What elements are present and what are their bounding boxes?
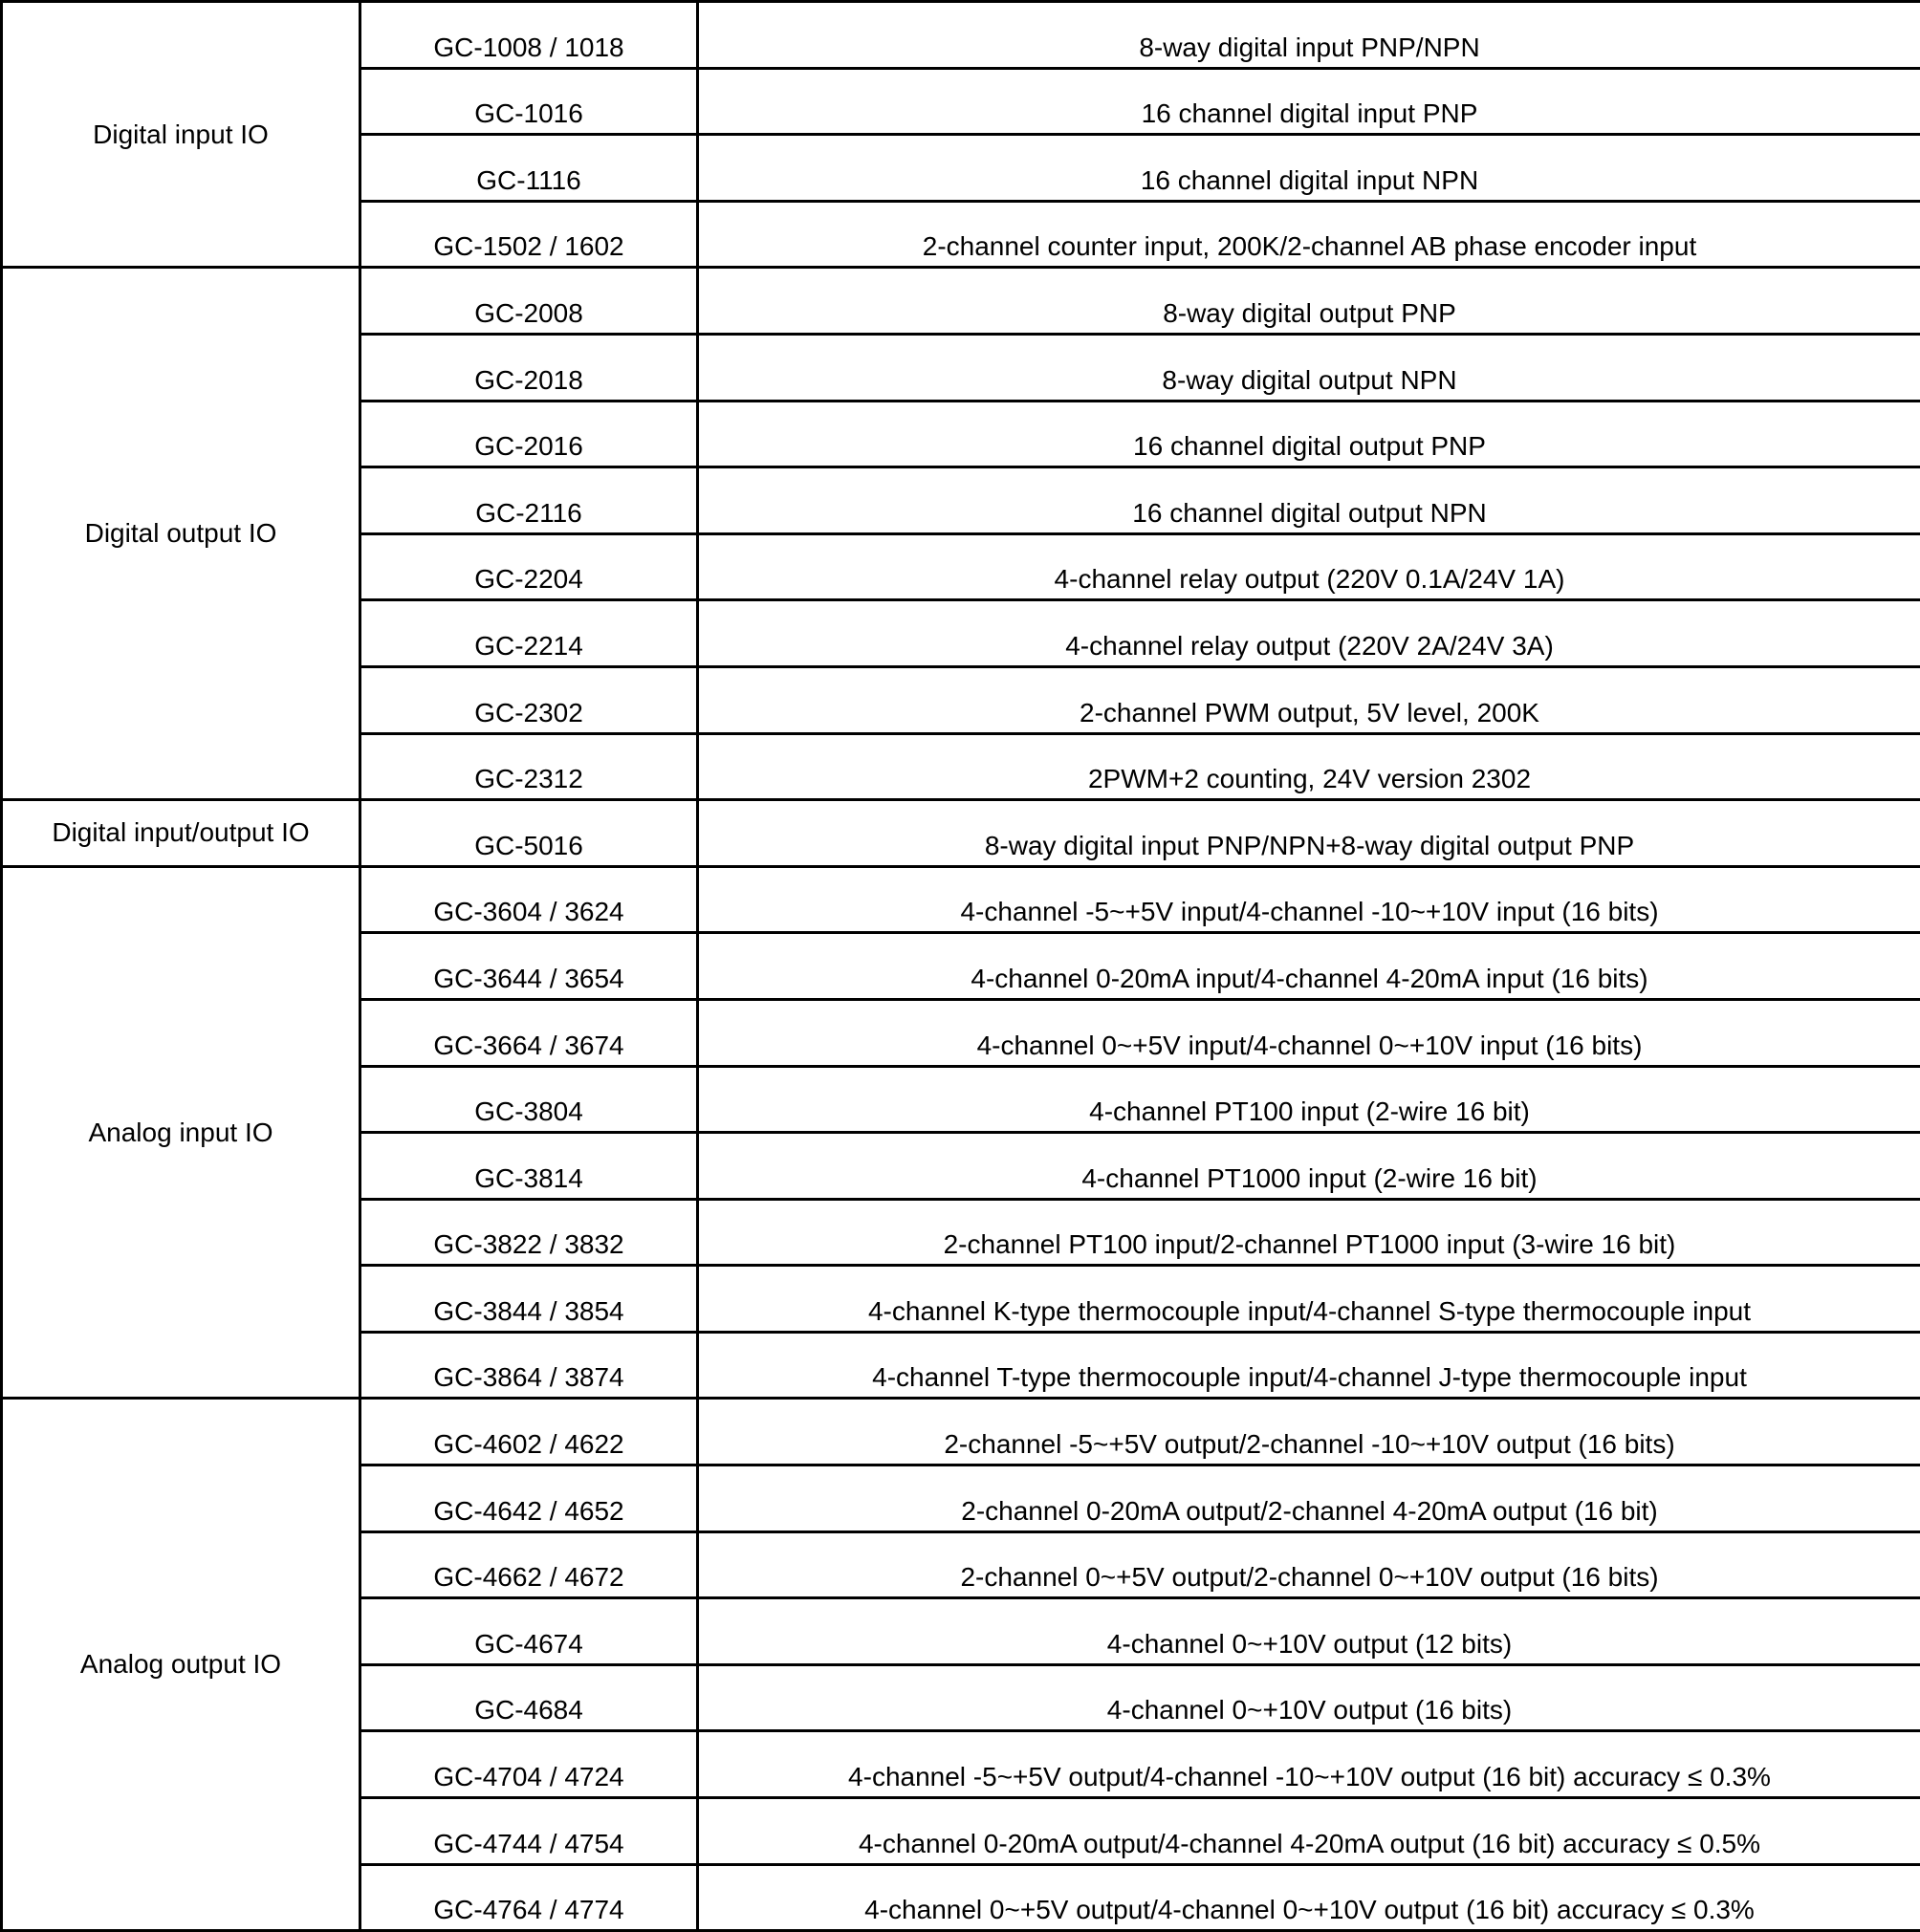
model-cell: GC-3864 / 3874 <box>360 1332 698 1399</box>
category-cell: Digital input/output IO <box>2 800 360 867</box>
model-cell: GC-3804 <box>360 1066 698 1133</box>
description-cell: 16 channel digital input NPN <box>698 135 1920 202</box>
model-cell: GC-2018 <box>360 334 698 401</box>
category-cell: Digital output IO <box>2 268 360 800</box>
model-cell: GC-1116 <box>360 135 698 202</box>
io-module-table-body <box>2 2 1920 1931</box>
model-cell: GC-3644 / 3654 <box>360 933 698 1000</box>
model-cell: GC-2016 <box>360 401 698 467</box>
description-cell: 4-channel -5~+5V input/4-channel -10~+10V input (16 bits) <box>698 866 1920 933</box>
description-cell: 8-way digital output NPN <box>698 334 1920 401</box>
description-cell: 2-channel PT100 input/2-channel PT1000 input (3-wire 16 bit) <box>698 1199 1920 1266</box>
description-cell: 4-channel 0-20mA input/4-channel 4-20mA input (16 bits) <box>698 933 1920 1000</box>
model-cell: GC-2302 <box>360 666 698 733</box>
model-cell: GC-4684 <box>360 1664 698 1731</box>
description-cell: 4-channel 0-20mA output/4-channel 4-20mA output (16 bit) accuracy ≤ 0.5% <box>698 1798 1920 1865</box>
description-cell: 4-channel 0~+5V input/4-channel 0~+10V input (16 bits) <box>698 999 1920 1066</box>
description-cell: 4-channel relay output (220V 0.1A/24V 1A) <box>698 533 1920 600</box>
table-row <box>2 800 1920 867</box>
description-cell: 2-channel PWM output, 5V level, 200K <box>698 666 1920 733</box>
model-cell: GC-2116 <box>360 467 698 534</box>
description-cell: 8-way digital input PNP/NPN+8-way digital output PNP <box>698 800 1920 867</box>
model-cell: GC-3814 <box>360 1133 698 1200</box>
model-cell: GC-2204 <box>360 533 698 600</box>
model-cell: GC-3664 / 3674 <box>360 999 698 1066</box>
description-cell: 4-channel PT100 input (2-wire 16 bit) <box>698 1066 1920 1133</box>
model-cell: GC-4642 / 4652 <box>360 1465 698 1532</box>
description-cell: 2PWM+2 counting, 24V version 2302 <box>698 733 1920 800</box>
model-cell: GC-4602 / 4622 <box>360 1399 698 1465</box>
model-cell: GC-1008 / 1018 <box>360 2 698 69</box>
description-cell: 2-channel 0-20mA output/2-channel 4-20mA output (16 bit) <box>698 1465 1920 1532</box>
model-cell: GC-4764 / 4774 <box>360 1864 698 1931</box>
model-cell: GC-3604 / 3624 <box>360 866 698 933</box>
description-cell: 16 channel digital input PNP <box>698 68 1920 135</box>
table-row <box>2 268 1920 335</box>
model-cell: GC-5016 <box>360 800 698 867</box>
table-row <box>2 1399 1920 1465</box>
description-cell: 8-way digital input PNP/NPN <box>698 2 1920 69</box>
category-cell: Digital input IO <box>2 2 360 268</box>
model-cell: GC-3844 / 3854 <box>360 1266 698 1333</box>
model-cell: GC-4662 / 4672 <box>360 1531 698 1598</box>
model-cell: GC-4674 <box>360 1598 698 1665</box>
model-cell: GC-2008 <box>360 268 698 335</box>
model-cell: GC-4704 / 4724 <box>360 1731 698 1798</box>
description-cell: 4-channel 0~+10V output (16 bits) <box>698 1664 1920 1731</box>
category-cell: Analog output IO <box>2 1399 360 1931</box>
model-cell: GC-3822 / 3832 <box>360 1199 698 1266</box>
description-cell: 4-channel K-type thermocouple input/4-channel S-type thermocouple input <box>698 1266 1920 1333</box>
model-cell: GC-2214 <box>360 600 698 667</box>
description-cell: 4-channel -5~+5V output/4-channel -10~+10V output (16 bit) accuracy ≤ 0.3% <box>698 1731 1920 1798</box>
description-cell: 2-channel 0~+5V output/2-channel 0~+10V output (16 bits) <box>698 1531 1920 1598</box>
description-cell: 2-channel -5~+5V output/2-channel -10~+10V output (16 bits) <box>698 1399 1920 1465</box>
description-cell: 4-channel 0~+5V output/4-channel 0~+10V output (16 bit) accuracy ≤ 0.3% <box>698 1864 1920 1931</box>
description-cell: 2-channel counter input, 200K/2-channel AB phase encoder input <box>698 201 1920 268</box>
model-cell: GC-1016 <box>360 68 698 135</box>
table-row <box>2 866 1920 933</box>
description-cell: 4-channel PT1000 input (2-wire 16 bit) <box>698 1133 1920 1200</box>
description-cell: 16 channel digital output NPN <box>698 467 1920 534</box>
description-cell: 16 channel digital output PNP <box>698 401 1920 467</box>
model-cell: GC-2312 <box>360 733 698 800</box>
table-row <box>2 2 1920 69</box>
model-cell: GC-1502 / 1602 <box>360 201 698 268</box>
description-cell: 4-channel 0~+10V output (12 bits) <box>698 1598 1920 1665</box>
category-cell: Analog input IO <box>2 866 360 1399</box>
description-cell: 4-channel relay output (220V 2A/24V 3A) <box>698 600 1920 667</box>
model-cell: GC-4744 / 4754 <box>360 1798 698 1865</box>
description-cell: 8-way digital output PNP <box>698 268 1920 335</box>
description-cell: 4-channel T-type thermocouple input/4-channel J-type thermocouple input <box>698 1332 1920 1399</box>
